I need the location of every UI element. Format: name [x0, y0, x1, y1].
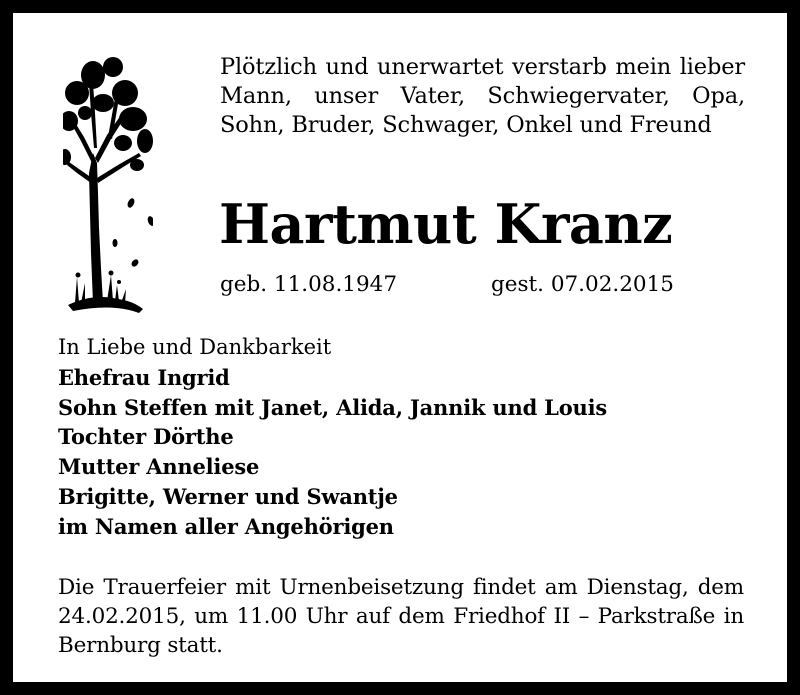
funeral-service-info: Die Trauerfeier mit Urnenbeisetzung findet am Dienstag, dem 24.02.2015, um 11.00 Uhr auf dem Friedhof II – Parkstraße in Bernburg statt. [58, 575, 744, 658]
mourner-line: im Namen aller Angehörigen [58, 513, 394, 539]
mourner-line: Brigitte, Werner und Swantje [58, 483, 398, 509]
mourner-line: Sohn Steffen mit Janet, Alida, Jannik und Louis [58, 394, 608, 420]
deceased-name: Hartmut Kranz [219, 192, 673, 256]
mourner-line: Ehefrau Ingrid [58, 364, 230, 390]
mourners-block [58, 333, 758, 542]
mourner-line: Tochter Dörthe [58, 424, 234, 450]
mourner-line: Mutter Anneliese [58, 454, 260, 480]
tree-icon [63, 53, 153, 313]
intro-text: Plötzlich und unerwartet verstarb mein lieber Mann, unser Vater, Schwiegervater, Opa, Sohn, Bruder, Schwager, Onkel und Freund [220, 54, 745, 138]
death-date: gest. 07.02.2015 [491, 272, 674, 297]
birth-date: geb. 11.08.1947 [220, 272, 398, 297]
dedication-line: In Liebe und Dankbarkeit [58, 335, 332, 359]
